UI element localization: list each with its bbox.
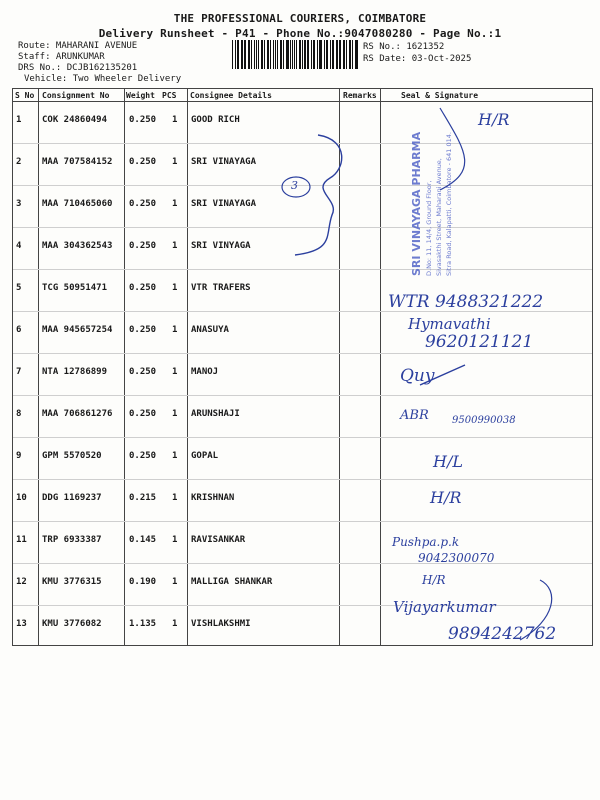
cell-weight: 0.250 (129, 157, 157, 167)
cell-sno: 5 (16, 283, 22, 293)
route-label: Route: MAHARANI AVENUE (18, 41, 138, 51)
cell-weight: 0.250 (129, 367, 157, 377)
cell-pcs: 1 (172, 451, 178, 461)
cell-consignment: MAA 710465060 (42, 199, 113, 209)
cell-pcs: 1 (172, 577, 178, 587)
hr-signature-2: H/R (430, 488, 462, 507)
stamp-line-2: D.No: 11, 14/4, Ground Floor, (425, 180, 433, 276)
arun-signature: ABR (400, 408, 429, 423)
cell-sno: 11 (16, 535, 27, 545)
cell-pcs: 1 (172, 241, 178, 251)
cell-consignment: NTA 12786899 (42, 367, 108, 377)
cell-sno: 2 (16, 157, 22, 167)
cell-weight: 0.145 (129, 535, 157, 545)
cell-consignee: SRI VINYAGA (191, 241, 251, 251)
pushpa-signature: Pushpa.p.k (392, 535, 460, 549)
rs-number: RS No.: 1621352 (363, 42, 445, 52)
cell-pcs: 1 (172, 283, 178, 293)
cell-weight: 0.250 (129, 241, 157, 251)
cell-consignee: VTR TRAFERS (191, 283, 251, 293)
phone-row-6: 9620121121 (425, 332, 534, 352)
cell-consignee: ARUNSHAJI (191, 409, 240, 419)
cell-sno: 4 (16, 241, 22, 251)
cell-weight: 0.190 (129, 577, 157, 587)
cell-weight: 0.215 (129, 493, 157, 503)
stamp-line-1: SRI VINAYAGA PHARMA (410, 131, 423, 276)
cell-sno: 13 (16, 619, 27, 629)
stamp-line-4: Sitra Road, Kalapatti, Coimbatore - 641 014. (445, 132, 453, 276)
cell-sno: 8 (16, 409, 22, 419)
cell-sno: 12 (16, 577, 27, 587)
cell-weight: 0.250 (129, 325, 157, 335)
cell-pcs: 1 (172, 493, 178, 503)
cell-consignment: MAA 304362543 (42, 241, 113, 251)
circled-number: 3 (291, 179, 298, 192)
cell-consignment: MAA 707584152 (42, 157, 113, 167)
rs-date: RS Date: 03-Oct-2025 (363, 54, 472, 64)
header-consignee: Consignee Details (190, 91, 272, 100)
cell-consignee: ANASUYA (191, 325, 229, 335)
cell-consignment: COK 24860494 (42, 115, 108, 125)
ink-squiggle (295, 135, 342, 255)
cell-pcs: 1 (172, 619, 178, 629)
cell-consignee: SRI VINAYAGA (191, 199, 257, 209)
stamp-line-3: Sivasakthi Street, Maharani Avenue, (435, 158, 443, 276)
phone-row-8: 9500990038 (452, 415, 516, 426)
cell-consignment: MAA 706861276 (42, 409, 113, 419)
cell-consignment: KMU 3776315 (42, 577, 102, 587)
cell-sno: 1 (16, 115, 22, 125)
cell-pcs: 1 (172, 199, 178, 209)
cell-weight: 0.250 (129, 409, 157, 419)
cell-weight: 0.250 (129, 283, 157, 293)
company-title: THE PROFESSIONAL COURIERS, COIMBATORE (173, 12, 427, 25)
cell-consignee: SRI VINAYAGA (191, 157, 257, 167)
cell-weight: 0.250 (129, 451, 157, 461)
cell-consignee: MANOJ (191, 367, 219, 377)
cell-sno: 6 (16, 325, 22, 335)
cell-sno: 3 (16, 199, 22, 209)
phone-row-11: 9042300070 (418, 551, 495, 565)
cell-pcs: 1 (172, 367, 178, 377)
cell-consignment: TRP 6933387 (42, 535, 102, 545)
cell-consignee: KRISHNAN (191, 493, 235, 503)
header-remarks: Remarks (343, 91, 377, 100)
ink-stroke-1 (440, 108, 465, 190)
header-consignment: Consignment No (42, 91, 110, 100)
cell-consignee: GOOD RICH (191, 115, 240, 125)
header-sno: S No (15, 91, 35, 100)
cell-pcs: 1 (172, 535, 178, 545)
hymavathi-signature: Hymavathi (408, 315, 491, 333)
hr-signature-3: H/R (422, 573, 446, 587)
cell-consignee: RAVISANKAR (191, 535, 246, 545)
phone-row-13: 9894242762 (448, 624, 557, 644)
cell-consignment: GPM 5570520 (42, 451, 102, 461)
cell-weight: 0.250 (129, 199, 157, 209)
cell-pcs: 1 (172, 115, 178, 125)
cell-sno: 9 (16, 451, 22, 461)
cell-consignee: VISHLAKSHMI (191, 619, 251, 629)
cell-sno: 7 (16, 367, 22, 377)
header-pcs: PCS (162, 91, 177, 100)
cell-consignment: TCG 50951471 (42, 283, 108, 293)
cell-sno: 10 (16, 493, 27, 503)
cell-consignee: MALLIGA SHANKAR (191, 577, 273, 587)
manoj-signature: Quy (400, 366, 435, 386)
hl-signature: H/L (433, 452, 463, 471)
header-seal-signature: Seal & Signature (401, 91, 479, 100)
cell-pcs: 1 (172, 409, 178, 419)
header-weight: Weight (126, 91, 155, 100)
vijay-signature: Vijayarkumar (393, 598, 496, 616)
cell-consignment: DDG 1169237 (42, 493, 102, 503)
cell-weight: 0.250 (129, 115, 157, 125)
vehicle-label: Vehicle: Two Wheeler Delivery (24, 74, 182, 84)
drs-number: DRS No.: DCJB162135201 (18, 63, 138, 73)
cell-consignment: KMU 3776082 (42, 619, 102, 629)
staff-label: Staff: ARUNKUMAR (18, 52, 105, 62)
cell-pcs: 1 (172, 157, 178, 167)
cell-consignee: GOPAL (191, 451, 219, 461)
wtr-signature: WTR 9488321222 (388, 292, 544, 312)
hr-signature-1: H/R (478, 110, 510, 129)
cell-consignment: MAA 945657254 (42, 325, 113, 335)
runsheet-subtitle: Delivery Runsheet - P41 - Phone No.:9047080280 - Page No.:1 (98, 27, 502, 40)
cell-pcs: 1 (172, 325, 178, 335)
cell-weight: 1.135 (129, 619, 157, 629)
